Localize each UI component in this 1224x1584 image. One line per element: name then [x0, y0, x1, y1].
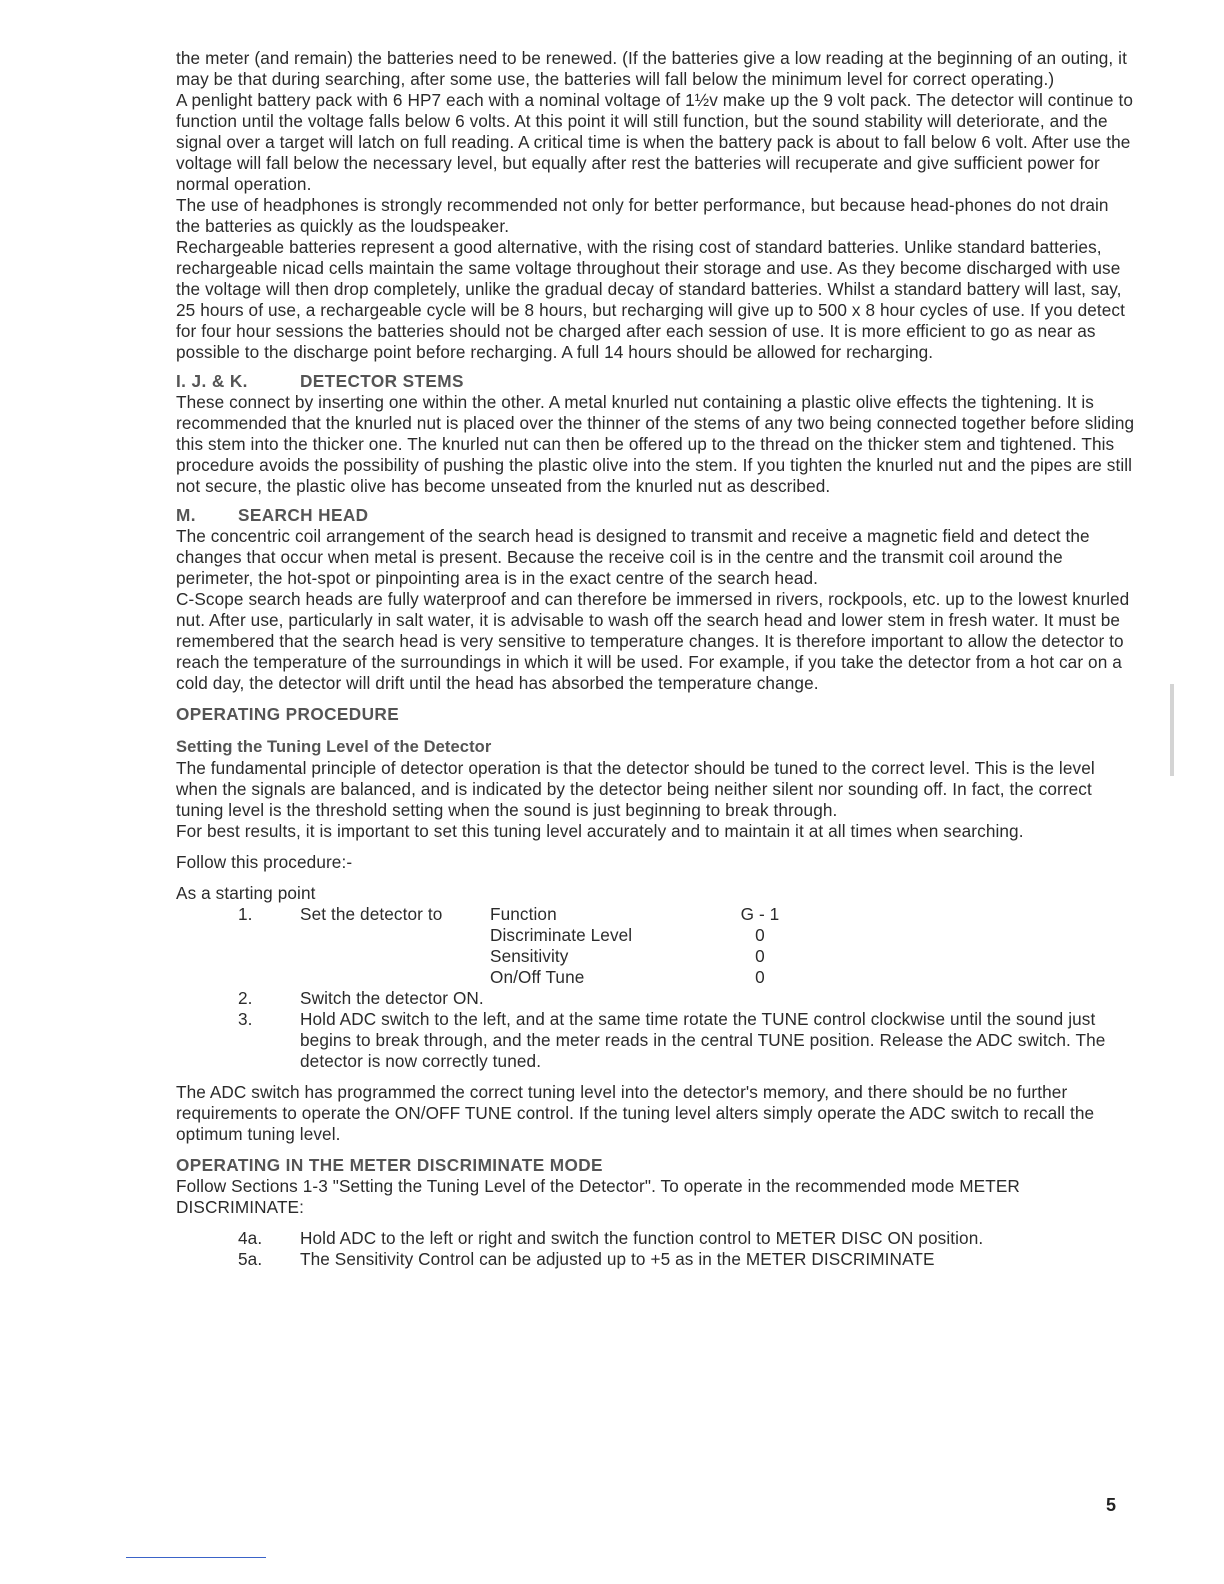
search-head-heading-title: SEARCH HEAD: [238, 505, 369, 525]
footnote-rule: [126, 1557, 266, 1558]
step-1-lead: Set the detector to: [300, 904, 443, 924]
operating-procedure-heading: OPERATING PROCEDURE: [176, 704, 400, 724]
step-4a: [238, 1228, 1136, 1249]
tuning-steps: [238, 904, 1136, 1072]
step-4a-number: 4a.: [238, 1228, 263, 1248]
setting-name: Discriminate Level: [490, 925, 633, 945]
search-head-paragraph-2: C-Scope search heads are fully waterproof and can therefore be immersed in rivers, rockpools, etc. up to the lowest knurled nut. After use, particularly in salt water, it is advisable to wash off the search head and lower stem in fresh water. It must be remembered that the search head is very sensitive to temperature changes. It is therefore important to allow the detector to reach the temperature of the surroundings in which it will be used. For example, if you take the detector from a hot car on a cold day, the detector will drift until the head has absorbed the temperature change.: [176, 589, 1130, 693]
search-head-heading: [176, 505, 1136, 526]
tuning-paragraph-2: For best results, it is important to set this tuning level accurately and to maintain it at all times when searching.: [176, 821, 1024, 841]
page-number: 5: [1106, 1495, 1117, 1515]
step-1: [238, 904, 1136, 988]
setting-name: Function: [490, 904, 557, 924]
stems-heading: [176, 371, 1136, 392]
setting-value: 0: [755, 967, 765, 987]
follow-procedure-text: Follow this procedure:-: [176, 852, 353, 872]
step-2: [238, 988, 1136, 1009]
step-5a-text: The Sensitivity Control can be adjusted up to +5 as in the METER DISCRIMINATE: [300, 1249, 935, 1269]
meter-steps: [238, 1228, 1136, 1270]
step-4a-text: Hold ADC to the left or right and switch the function control to METER DISC ON position.: [300, 1228, 984, 1248]
setting-name: On/Off Tune: [490, 967, 585, 987]
step-5a-number: 5a.: [238, 1249, 263, 1269]
battery-paragraph-2: A penlight battery pack with 6 HP7 each with a nominal voltage of 1½v make up the 9 volt pack. The detector will continue to function until the voltage falls below 6 volts. At this point it will still function, but the sound stability will deteriorate, and the signal over a target will latch on full reading. A critical time is when the battery pack is about to fall below 6 volt. After use the voltage will fall below the necessary level, but equally after rest the batteries will recuperate and give sufficient power for normal operation.: [176, 90, 1133, 194]
setting-value: G - 1: [740, 904, 780, 924]
setting-name: Sensitivity: [490, 946, 569, 966]
search-head-heading-letter: M.: [176, 505, 196, 525]
meter-intro-paragraph: Follow Sections 1-3 "Setting the Tuning Level of the Detector". To operate in the recommended mode METER DISCRIMINATE:: [176, 1176, 1020, 1217]
tuning-subheading: Setting the Tuning Level of the Detector: [176, 738, 492, 756]
stems-heading-letter: I. J. & K.: [176, 371, 248, 391]
adc-paragraph: The ADC switch has programmed the correct tuning level into the detector's memory, and there should be no further requirements to operate the ON/OFF TUNE control. If the tuning level alters simply operate the ADC switch to recall the optimum tuning level.: [176, 1082, 1095, 1144]
search-head-paragraph-1: The concentric coil arrangement of the search head is designed to transmit and receive a magnetic field and detect the changes that occur when metal is present. Because the receive coil is in the centre and the transmit coil around the perimeter, the hot-spot or pinpointing area is in the exact centre of the search head.: [176, 526, 1090, 588]
step-3-number: 3.: [238, 1009, 253, 1029]
headphones-paragraph: The use of headphones is strongly recommended not only for better performance, but because head-phones do not drain the batteries as quickly as the loudspeaker.: [176, 195, 1109, 236]
scan-edge-mark: [1170, 684, 1174, 776]
stems-heading-title: DETECTOR STEMS: [300, 371, 464, 391]
starting-point-text: As a starting point: [176, 883, 316, 903]
stems-paragraph: These connect by inserting one within the other. A metal knurled nut containing a plastic olive effects the tightening. It is recommended that the knurled nut is placed over the thinner of the stems of any two being connected together before sliding this stem into the thicker one. The knurled nut can then be offered up to the thread on the thicker stem and tightened. This procedure avoids the possibility of pushing the plastic olive into the stem. If you tighten the knurled nut and the pipes are still not secure, the plastic olive has become unseated from the knurled nut as described.: [176, 392, 1135, 496]
tuning-paragraph-1: The fundamental principle of detector operation is that the detector should be tuned to the correct level. This is the level when the signals are balanced, and is indicated by the detector being neither silent nor sounding off. In fact, the correct tuning level is the threshold setting when the sound is just beginning to break through.: [176, 758, 1095, 820]
setting-value: 0: [755, 946, 765, 966]
settings-table: [300, 904, 1136, 988]
step-2-text: Switch the detector ON.: [300, 988, 484, 1008]
step-1-number: 1.: [238, 904, 253, 924]
text-column: [176, 48, 1136, 1270]
meter-discriminate-heading: OPERATING IN THE METER DISCRIMINATE MODE: [176, 1155, 603, 1175]
step-3-text: Hold ADC switch to the left, and at the same time rotate the TUNE control clockwise until the sound just begins to break through, and the meter reads in the central TUNE position. Release the ADC switch. The detector is now correctly tuned.: [300, 1009, 1106, 1071]
step-3: [238, 1009, 1136, 1072]
step-2-number: 2.: [238, 988, 253, 1008]
rechargeable-paragraph: Rechargeable batteries represent a good alternative, with the rising cost of standard batteries. Unlike standard batteries, rechargeable nicad cells maintain the same voltage throughout their storage and use. As they become discharged with use the voltage will then drop completely, unlike the gradual decay of standard batteries. Whilst a standard battery will last, say, 25 hours of use, a rechargeable cycle will be 8 hours, but recharging will give up to 500 x 8 hour cycles of use. If you detect for four hour sessions the batteries should not be charged after each session of use. It is more efficient to go as near as possible to the discharge point before recharging. A full 14 hours should be allowed for recharging.: [176, 237, 1125, 362]
battery-paragraph-1: the meter (and remain) the batteries need to be renewed. (If the batteries give a low reading at the beginning of an outing, it may be that during searching, after some use, the batteries will fall below the minimum level for correct operating.): [176, 48, 1127, 89]
step-5a: [238, 1249, 1136, 1270]
setting-value: 0: [755, 925, 765, 945]
